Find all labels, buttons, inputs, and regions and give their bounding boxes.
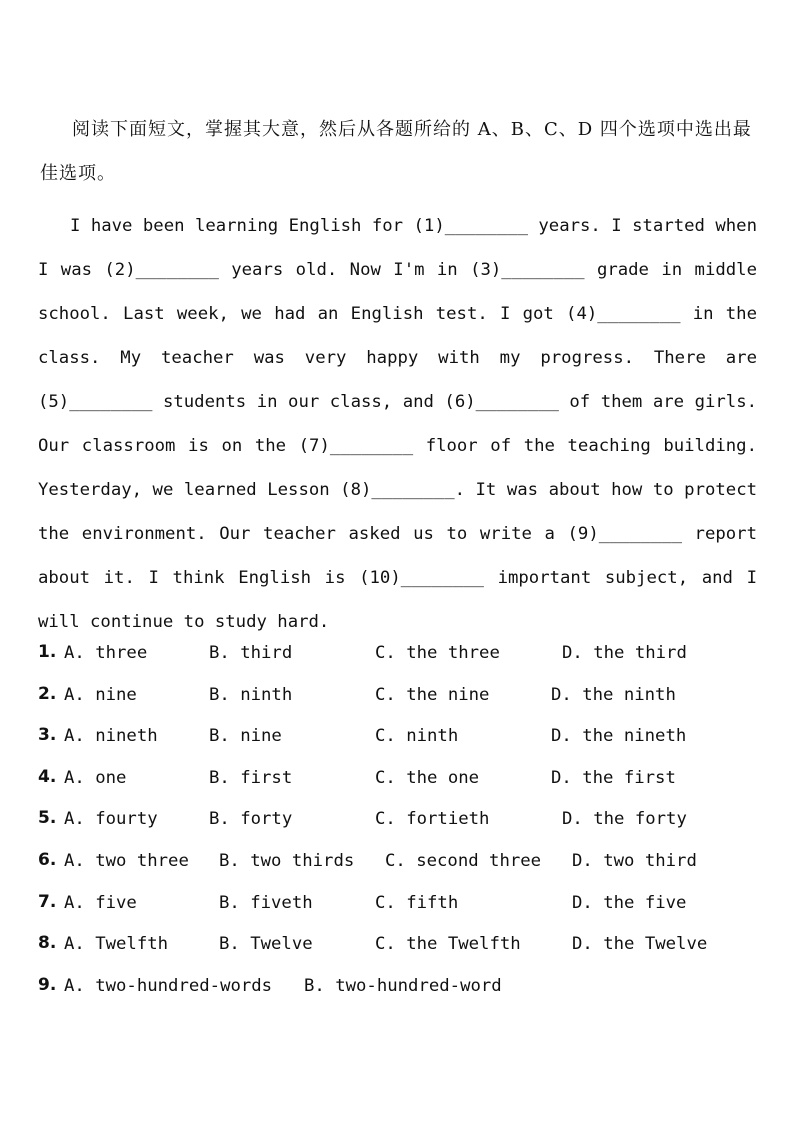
option-a: A. nineth (64, 726, 158, 747)
option-b: B. nine (209, 726, 282, 747)
option-c: C. second three (385, 850, 542, 871)
option-b: B. fiveth (219, 892, 313, 913)
option-d: D. the ninth (551, 684, 676, 705)
option-b: B. first (209, 767, 293, 788)
option-a: A. Twelfth (64, 934, 169, 955)
option-c: C. ninth (375, 726, 459, 747)
question-number: 9. (38, 974, 57, 995)
option-b: B. ninth (209, 684, 293, 705)
option-a: A. nine (64, 684, 137, 705)
option-c: C. the one (375, 767, 480, 788)
option-b: B. forty (209, 809, 293, 830)
passage-text: I have been learning English for (1)________ years. I started when I was (2)________ years old. Now I'm in (3)________ grade in middle school. Last week, we had an English test. I got (4)________ in the class. My teacher was very happy with my progress. There are (5)________ students in our class, and (6)________ of them are girls. Our classroom is on the (7)________ floor of the teaching building. Yesterday, we learned Lesson (8)________. It was about how to protect the environment. Our teacher asked us to write a (9)________ report about it. I think English is (10)________ important subject, and I will continue to study hard. (38, 216, 757, 632)
question-7 (38, 885, 757, 927)
question-3 (38, 718, 757, 760)
option-a: A. one (64, 767, 127, 788)
question-1 (38, 635, 757, 677)
option-c: C. fifth (375, 892, 459, 913)
option-b: B. two thirds (219, 850, 355, 871)
question-number: 2. (38, 683, 57, 704)
question-number: 7. (38, 891, 57, 912)
option-c: C. fortieth (375, 809, 490, 830)
question-9 (38, 968, 757, 1010)
option-d: D. the third (562, 643, 687, 663)
option-c: C. the Twelfth (375, 934, 521, 955)
question-number: 6. (38, 849, 57, 870)
option-c: C. the three (375, 643, 500, 663)
option-d: D. the first (551, 767, 676, 788)
option-a: A. five (64, 892, 137, 913)
option-d: D. two third (572, 850, 697, 871)
question-number: 3. (38, 725, 57, 746)
question-number: 1. (38, 642, 57, 662)
question-number: 4. (38, 766, 57, 787)
question-2 (38, 677, 757, 719)
question-6 (38, 843, 757, 885)
option-a: A. two-hundred-words (64, 975, 273, 996)
option-b: B. third (209, 643, 293, 663)
question-5 (38, 801, 757, 843)
option-c: C. the nine (375, 684, 490, 705)
option-b: B. two-hundred-word (304, 975, 502, 996)
question-8 (38, 926, 757, 968)
option-a: A. three (64, 643, 148, 663)
question-4 (38, 760, 757, 802)
option-b: B. Twelve (219, 934, 313, 955)
option-d: D. the forty (562, 809, 687, 830)
option-d: D. the nineth (551, 726, 687, 747)
question-number: 5. (38, 808, 57, 829)
option-a: A. fourty (64, 809, 158, 830)
question-list (38, 635, 757, 1009)
option-d: D. the five (572, 892, 687, 913)
question-number: 8. (38, 933, 57, 954)
option-d: D. the Twelve (572, 934, 708, 955)
option-a: A. two three (64, 850, 189, 871)
instruction-text: 阅读下面短文，掌握其大意，然后从各题所给的 A、B、C、D 四个选项中选出最佳选项。 (40, 119, 752, 184)
